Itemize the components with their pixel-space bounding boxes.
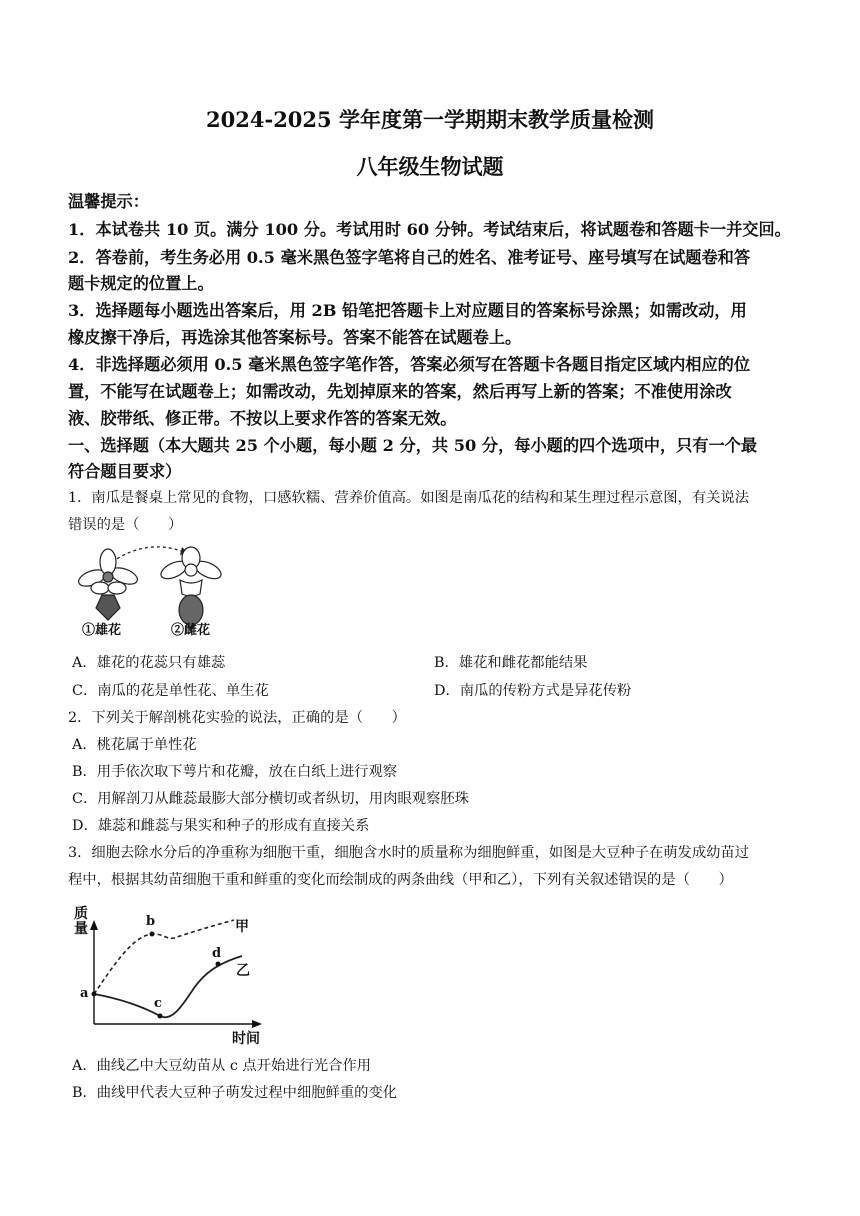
section-heading-cont: 符合题目要求）: [68, 462, 182, 481]
section-heading: 一、选择题（本大题共 25 个小题，每小题 2 分，共 50 分，每小题的四个选项中，只有一个最: [68, 436, 758, 455]
q1-option-a: A．雄花的花蕊只有雄蕊: [72, 655, 226, 671]
q3-stem-cont: 程中，根据其幼苗细胞干重和鲜重的变化而绘制成的两条曲线（甲和乙），下列有关叙述错误的是（ ）: [68, 872, 733, 888]
curve-jia-label: 甲: [235, 919, 249, 935]
notice-item-2: 2．答卷前，考生务必用 0.5 毫米黑色签字笔将自己的姓名、准考证号、座号填写在试题卷和答: [68, 248, 751, 267]
male-flower: [76, 549, 139, 620]
notice-item-3-cont: 橡皮擦干净后，再选涂其他答案标号。答案不能答在试题卷上。: [68, 328, 522, 347]
label-male-flower: ①雄花: [82, 623, 122, 638]
y-axis-arrow: [90, 920, 98, 930]
q1-option-b: B．雄花和雌花都能结果: [434, 655, 588, 671]
point-d-label: d: [212, 946, 222, 961]
y-label-top: 质: [74, 906, 88, 922]
point-b-dot: [150, 932, 155, 937]
q1-stem: 1．南瓜是餐桌上常见的食物，口感软糯、营养价值高。如图是南瓜花的结构和某生理过程示意图，有关说法: [68, 490, 750, 506]
point-c-label: c: [154, 996, 162, 1011]
point-d-dot: [216, 962, 221, 967]
q2-option-c: C．用解剖刀从雌蕊最膨大部分横切或者纵切，用肉眼观察胚珠: [72, 791, 469, 807]
point-a-label: a: [80, 986, 89, 1001]
notice-item-2-cont: 题卡规定的位置上。: [68, 274, 214, 293]
point-a-dot: [92, 992, 97, 997]
label-female-flower: ②雌花: [171, 623, 211, 638]
q2-option-a: A．桃花属于单性花: [72, 737, 197, 753]
y-label-bottom: 量: [74, 921, 88, 937]
notice-item-4: 4．非选择题必须用 0.5 毫米黑色签字笔作答，答案必须写在答题卡各题目指定区域内相应的位: [68, 355, 751, 374]
q1-option-d: D．南瓜的传粉方式是异花传粉: [434, 683, 632, 699]
point-c-dot: [158, 1014, 163, 1019]
q3-stem: 3．细胞去除水分后的净重称为细胞干重，细胞含水时的质量称为细胞鲜重，如图是大豆种子在萌发成幼苗过: [68, 845, 750, 861]
exam-title: 2024-2025 学年度第一学期期末教学质量检测: [206, 107, 654, 132]
pollination-arrow: [112, 547, 184, 562]
notice-item-4-cont2: 液、胶带纸、修正带。不按以上要求作答的答案无效。: [68, 409, 457, 428]
curve-yi-label: 乙: [236, 963, 250, 979]
x-axis-arrow: [252, 1020, 262, 1028]
notice-heading: 温馨提示：: [68, 192, 149, 211]
q3-option-b: B．曲线甲代表大豆种子萌发过程中细胞鲜重的变化: [72, 1085, 398, 1101]
q3-option-a: A．曲线乙中大豆幼苗从 c 点开始进行光合作用: [72, 1058, 372, 1074]
q1-option-c: C．南瓜的花是单性花、单生花: [72, 683, 269, 699]
point-b-label: b: [146, 914, 156, 929]
notice-item-3: 3．选择题每小题选出答案后，用 2B 铅笔把答题卡上对应题目的答案标号涂黑；如需改动，用: [68, 301, 747, 320]
q2-option-b: B．用手依次取下萼片和花瓣，放在白纸上进行观察: [72, 764, 398, 780]
q2-stem: 2．下列关于解剖桃花实验的说法，正确的是（ ）: [68, 710, 406, 726]
x-label: 时间: [232, 1031, 260, 1047]
exam-subtitle: 八年级生物试题: [356, 154, 504, 179]
notice-item-1: 1．本试卷共 10 页。满分 100 分。考试用时 60 分钟。考试结束后，将试题卷和答题卡一并交回。: [68, 220, 791, 239]
notice-item-4-cont: 置，不能写在试题卷上；如需改动，先划掉原来的答案，然后再写上新的答案；不准使用涂改: [68, 382, 732, 401]
q1-stem-cont: 错误的是（ ）: [68, 517, 183, 533]
q2-option-d: D．雄蕊和雌蕊与果实和种子的形成有直接关系: [72, 818, 370, 834]
